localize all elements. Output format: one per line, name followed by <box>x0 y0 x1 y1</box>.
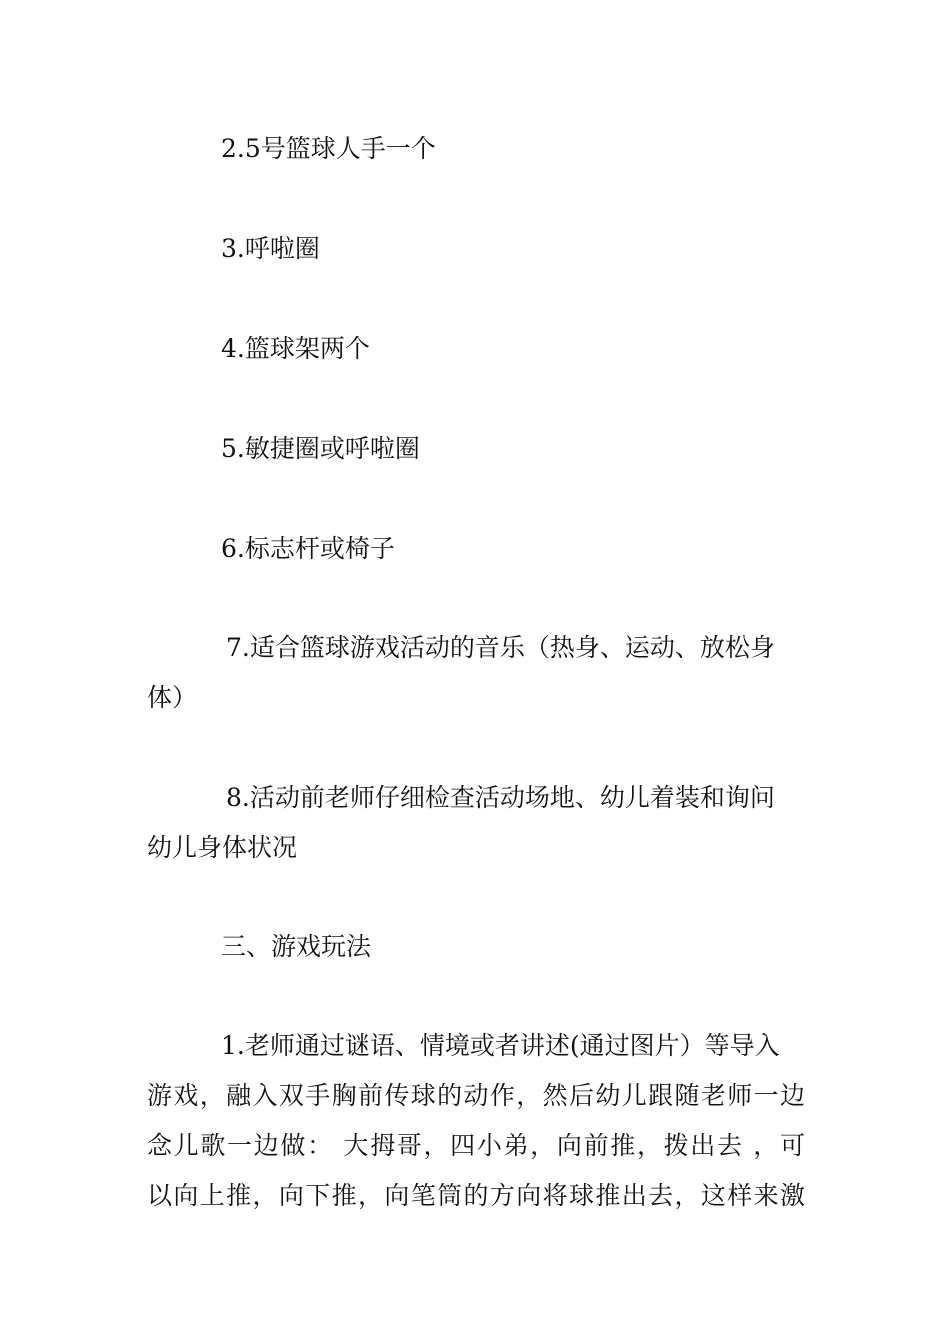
play-paragraph-line-1: 1.老师通过谜语、情境或者讲述(通过图片）等导入 <box>221 1031 780 1060</box>
play-paragraph-line-4: 以向上推，向下推，向笔筒的方向将球推出去，这样来激 <box>147 1181 805 1210</box>
list-item-7-line-1: 7.适合篮球游戏活动的音乐（热身、运动、放松身 <box>226 633 775 662</box>
play-paragraph-line-2: 游戏，融入双手胸前传球的动作，然后幼儿跟随老师一边 <box>147 1081 805 1110</box>
list-item-6: 6.标志杆或椅子 <box>221 534 395 563</box>
list-item-5: 5.敏捷圈或呼啦圈 <box>221 434 420 463</box>
list-item-8-line-2: 幼儿身体状况 <box>147 833 298 862</box>
play-paragraph-line-3: 念儿歌一边做： 大拇哥，四小弟，向前推，拨出去 ，可 <box>147 1131 805 1160</box>
list-item-8-line-1: 8.活动前老师仔细检查活动场地、幼儿着装和询问 <box>226 783 775 812</box>
list-item-7-line-2: 体） <box>147 683 198 712</box>
list-item-2: 2.5号篮球人手一个 <box>221 134 436 163</box>
section-heading: 三、游戏玩法 <box>221 932 372 961</box>
list-item-4: 4.篮球架两个 <box>221 334 370 363</box>
list-item-3: 3.呼啦圈 <box>221 234 320 263</box>
